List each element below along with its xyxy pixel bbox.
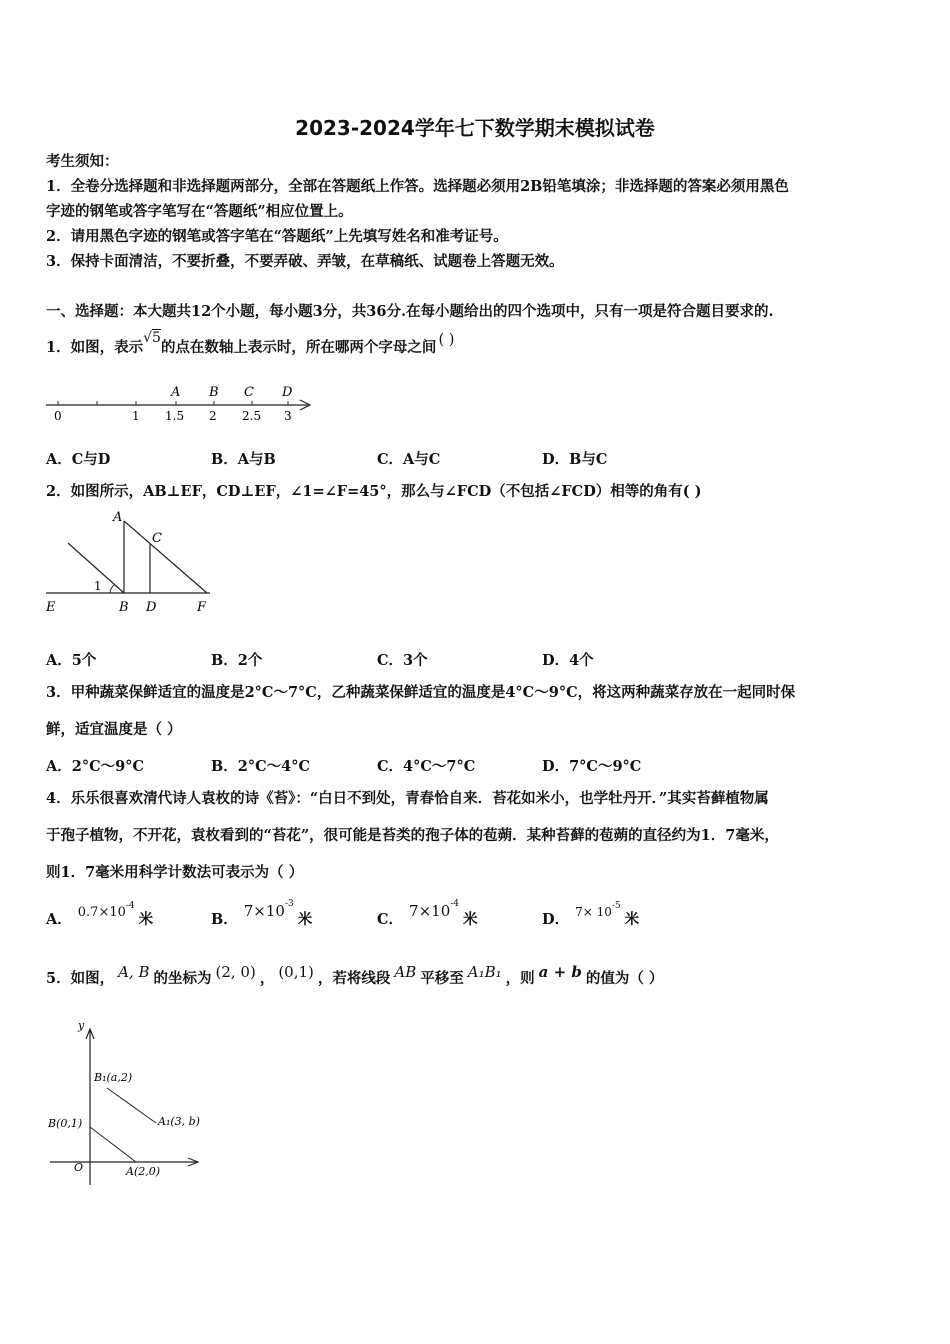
option-b-exponent: -3 xyxy=(284,899,294,910)
question-3-line-2: 鲜，适宜温度是（ ） xyxy=(46,721,182,738)
math-coord-a: (2, 0) xyxy=(215,963,256,981)
answer-paren: ( ) xyxy=(438,332,455,348)
label-c: C xyxy=(152,531,162,546)
point-b1-label: B₁(a,2) xyxy=(94,1071,133,1084)
option-d[interactable]: D．B与C xyxy=(542,451,608,468)
math-segment-a1b1: A₁B₁ xyxy=(467,963,502,981)
option-d[interactable]: D．7°C～9°C xyxy=(542,758,642,775)
option-b[interactable]: B．2个 xyxy=(211,652,263,669)
question-1 xyxy=(46,330,906,358)
section-heading: 一、选择题：本大题共12个小题，每小题3分，共36分.在每小题给出的四个选项中，只有一项是符合题目要求的. xyxy=(46,303,774,320)
notice-heading: 考生须知： xyxy=(46,153,119,170)
math-segment-ab: AB xyxy=(394,963,417,981)
q2-options xyxy=(46,649,906,671)
option-c[interactable]: C．3个 xyxy=(377,652,428,669)
label-f: F xyxy=(197,600,207,615)
question-4-line-1: 4．乐乐很喜欢清代诗人袁枚的诗《苔》：“白日不到处，青春恰自来．苔花如米小，也学牡丹开．”其实苔藓植物属 xyxy=(46,790,769,807)
option-c[interactable]: C． $7\times 10^{-4}$米 xyxy=(377,899,478,928)
tick-label: 0 xyxy=(54,409,62,423)
notice-item: 3．保持卡面清洁，不要折叠，不要弄破、弄皱，在草稿纸、试题卷上答题无效。 xyxy=(46,253,564,270)
question-2: 2．如图所示，AB⊥EF，CD⊥EF，∠1=∠F=45°，那么与∠FCD（不包括∠FCD）相等的角有( ) xyxy=(46,483,702,500)
option-c[interactable]: C．A与C xyxy=(377,451,441,468)
option-a-exponent: -4 xyxy=(125,901,135,912)
tick-label: 1 xyxy=(132,409,140,423)
tick-label: 2 xyxy=(209,409,217,423)
notice-item: 字迹的钢笔或答字笔写在“答题纸”相应位置上。 xyxy=(46,203,353,220)
option-a[interactable]: A．C与D xyxy=(46,451,111,468)
question-3-line-1: 3．甲种蔬菜保鲜适宜的温度是2°C～7°C，乙种蔬菜保鲜适宜的温度是4°C～9°C，将这两种蔬菜存放在一起同时保 xyxy=(46,684,796,701)
label-b: B xyxy=(119,600,129,615)
point-a-label: A(2,0) xyxy=(126,1165,161,1178)
origin-label: O xyxy=(74,1161,84,1174)
label-a: A xyxy=(113,510,123,525)
option-b[interactable]: B．2°C～4°C xyxy=(211,758,311,775)
option-a[interactable]: A．5个 xyxy=(46,652,97,669)
option-b-mantissa: 7×10 xyxy=(243,902,285,920)
option-c-exponent: -4 xyxy=(450,899,460,910)
option-a-mantissa: 0.7×10 xyxy=(77,905,126,920)
geometry-figure xyxy=(40,505,230,623)
notice-item: 2．请用黑色字迹的钢笔或答字笔在“答题纸”上先填写姓名和准考证号。 xyxy=(46,228,508,245)
tick-label: 1.5 xyxy=(165,409,185,423)
option-a[interactable]: A．2°C～9°C xyxy=(46,758,145,775)
q1-options xyxy=(46,448,906,470)
math-a-plus-b: a + b xyxy=(538,963,582,981)
option-b[interactable]: B．A与B xyxy=(211,451,276,468)
option-d[interactable]: D．4个 xyxy=(542,652,594,669)
number-line-figure xyxy=(40,380,330,430)
notice-item: 1．全卷分选择题和非选择题两部分，全部在答题纸上作答。选择题必须用2B铅笔填涂；非选择题的答案必须用黑色 xyxy=(46,178,789,195)
option-d-mantissa: 7× 10 xyxy=(575,905,612,919)
tick-label: 2.5 xyxy=(242,409,262,423)
option-c[interactable]: C．4°C～7°C xyxy=(377,758,476,775)
option-d-exponent: -5 xyxy=(611,901,621,912)
point-a1-label: A₁(3, b) xyxy=(158,1115,200,1128)
q4-options xyxy=(46,900,906,930)
point-b-label: B(0,1) xyxy=(48,1117,83,1130)
point-label-b: B xyxy=(209,385,219,400)
axis-label-y: y xyxy=(78,1019,85,1032)
option-c-mantissa: 7×10 xyxy=(409,902,451,920)
label-angle-1: 1 xyxy=(94,579,102,593)
coordinate-figure xyxy=(40,1015,240,1195)
question-5: 5．如图， A, B 的坐标为 (2, 0) ， (0,1) ，若将线段 AB 平移至 A₁B₁ ，则 a + b 的值为（ ） xyxy=(46,963,664,987)
label-e: E xyxy=(46,600,56,615)
option-b[interactable]: B． $7\times 10^{-3}$米 xyxy=(211,899,313,928)
option-d[interactable]: D． $^{7\times 10-5}$米 xyxy=(542,901,640,928)
q1-suffix: 的点在数轴上表示时，所在哪两个字母之间 xyxy=(160,339,437,356)
math-coord-b: (0,1) xyxy=(278,963,314,981)
question-4-line-2: 于孢子植物，不开花，袁枚看到的“苔花”，很可能是苔类的孢子体的苞蒴．某种苔藓的苞蒴的直径约为1．7毫米， xyxy=(46,827,779,844)
label-d: D xyxy=(146,600,157,615)
sqrt5: √5 xyxy=(143,330,161,346)
q1-prefix: 1．如图，表示 xyxy=(46,339,144,356)
math-ab: A, B xyxy=(118,963,150,981)
page-title: 2023-2024学年七下数学期末模拟试卷 xyxy=(295,116,655,140)
option-a[interactable]: A． $0.7\times 10^{-4}$米 xyxy=(46,901,154,928)
question-4-line-3: 则1．7毫米用科学计数法可表示为（ ） xyxy=(46,864,304,881)
point-label-c: C xyxy=(244,385,254,400)
point-label-d: D xyxy=(282,385,293,400)
point-label-a: A xyxy=(171,385,181,400)
tick-label: 3 xyxy=(284,409,292,423)
q3-options xyxy=(46,755,906,777)
